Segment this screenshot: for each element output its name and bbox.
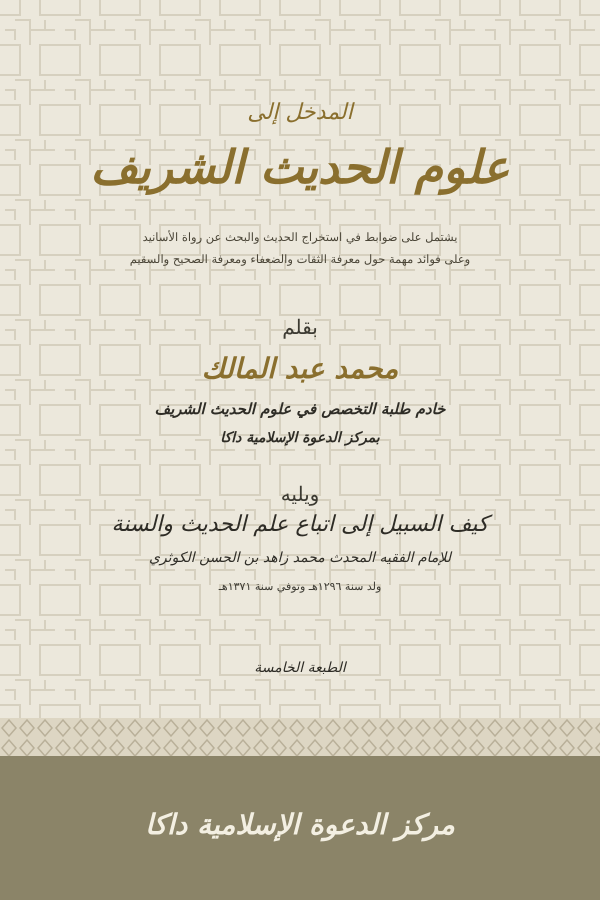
pre-title: المدخل إلى [247, 100, 353, 125]
second-work-title: كيف السبيل إلى اتباع علم الحديث والسنة [111, 512, 489, 537]
author-name: محمد عبد المالك [201, 352, 399, 385]
edition-label: الطبعة الخامسة [254, 660, 346, 676]
subtitle-line-1: يشتمل على ضوابط في استخراج الحديث والبحث عن رواة الأسانيد [142, 230, 458, 244]
decorative-border-band [0, 718, 600, 758]
main-title: علوم الحديث الشريف [90, 140, 510, 194]
publisher-name: مركز الدعوة الإسلامية داكا [145, 808, 455, 841]
subtitle-line-2: وعلى فوائد مهمة حول معرفة الثقات والضعفاء ومعرفة الصحيح والسقيم [129, 252, 471, 266]
by-label: بقلم [282, 315, 318, 339]
second-work-author: للإمام الفقيه المحدث محمد زاهد بن الحسن الكوثري [148, 550, 452, 566]
author-description-line-2: بمركز الدعوة الإسلامية داكا [220, 430, 380, 446]
author-description-line-1: خادم طلبة التخصص في علوم الحديث الشريف [154, 400, 446, 418]
followed-by-label: ويليه [280, 482, 320, 506]
author-dates: ولد سنة ١٢٩٦هـ وتوفي سنة ١٣٧١هـ [218, 580, 382, 593]
